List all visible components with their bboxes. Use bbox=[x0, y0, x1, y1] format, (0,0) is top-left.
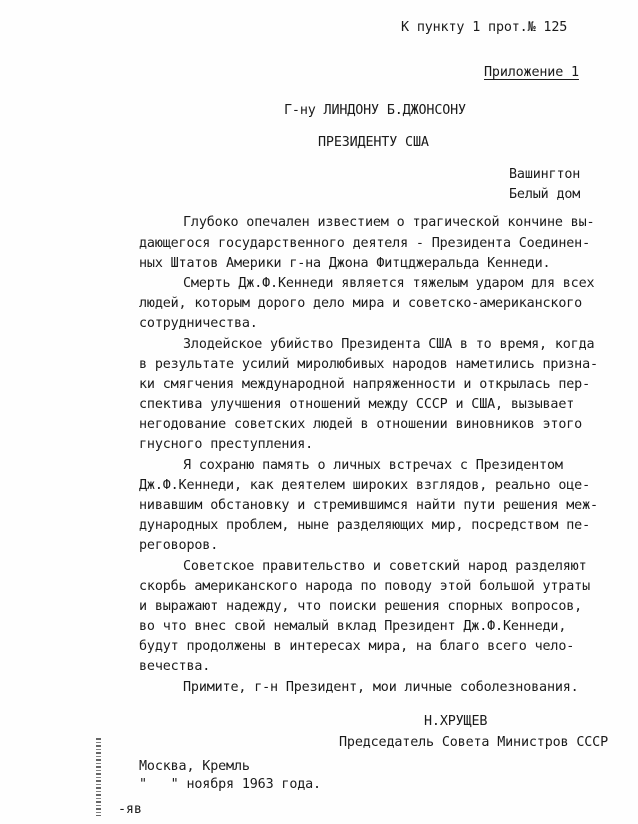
body-line: вечества. bbox=[139, 659, 211, 674]
body-line: спектива улучшения отношений между СССР и США, вызывает bbox=[139, 397, 575, 412]
signature-name: Н.ХРУЩЕВ bbox=[424, 714, 488, 729]
body-line: Смерть Дж.Ф.Кеннеди является тяжелым ударом для всех bbox=[183, 276, 595, 291]
addressee-name: Г-ну ЛИНДОНУ Б.ДЖОНСОНУ bbox=[284, 103, 466, 118]
body-line: и выражают надежду, что поиски решения спорных вопросов, bbox=[139, 599, 583, 614]
body-line: будут продолжены в интересах мира, на благо всего чело- bbox=[139, 639, 575, 654]
body-line: Глубоко опечален известием о трагической кончине вы- bbox=[183, 215, 595, 230]
body-line: ки смягчения международной напряженности и открылась пер- bbox=[139, 377, 590, 392]
body-line: реговоров. bbox=[139, 538, 219, 553]
attachment-label: Приложение 1 bbox=[484, 65, 579, 80]
footer-date: " " ноября 1963 года. bbox=[139, 777, 321, 792]
body-line: Дж.Ф.Кеннеди, как деятелем широких взглядов, реально оце- bbox=[139, 478, 590, 493]
scan-edge-mark bbox=[96, 738, 101, 816]
addressee-title: ПРЕЗИДЕНТУ США bbox=[318, 135, 429, 150]
body-line: Я сохраню память о личных встречах с Президентом bbox=[183, 458, 563, 473]
body-line: нивавшим обстановку и стремившимся найти пути решения меж- bbox=[139, 498, 598, 513]
footer-place: Москва, Кремль bbox=[139, 759, 250, 774]
body-line: негодование советских людей в отношении виновников этого bbox=[139, 417, 583, 432]
body-line: гнусного преступления. bbox=[139, 437, 314, 452]
body-line: во что внес свой немалый вклад Президент Дж.Ф.Кеннеди, bbox=[139, 619, 567, 634]
body-line: дународных проблем, ныне разделяющих мир, посредством пе- bbox=[139, 518, 590, 533]
footer-initials: -яв bbox=[118, 802, 142, 817]
body-line: ных Штатов Америки г-на Джона Фитцджеральда Кеннеди. bbox=[139, 256, 551, 271]
addressee-city: Вашингтон bbox=[509, 167, 581, 182]
protocol-reference: К пункту 1 прот.№ 125 bbox=[401, 20, 568, 35]
body-line: дающегося государственного деятеля - Президента Соединен- bbox=[139, 236, 590, 251]
signature-position: Председатель Совета Министров СССР bbox=[339, 735, 609, 750]
body-line: людей, которым дорого дело мира и советско-американского bbox=[139, 296, 583, 311]
body-line: скорбь американского народа по поводу этой большой утраты bbox=[139, 579, 590, 594]
body-line: в результате усилий миролюбивых народов наметились призна- bbox=[139, 357, 598, 372]
addressee-place: Белый дом bbox=[509, 187, 581, 202]
body-line: Злодейское убийство Президента США в то время, когда bbox=[183, 337, 595, 352]
body-line: Примите, г-н Президент, мои личные соболезнования. bbox=[183, 680, 579, 695]
body-line: Советское правительство и советский народ разделяют bbox=[183, 559, 587, 574]
body-line: сотрудничества. bbox=[139, 316, 258, 331]
